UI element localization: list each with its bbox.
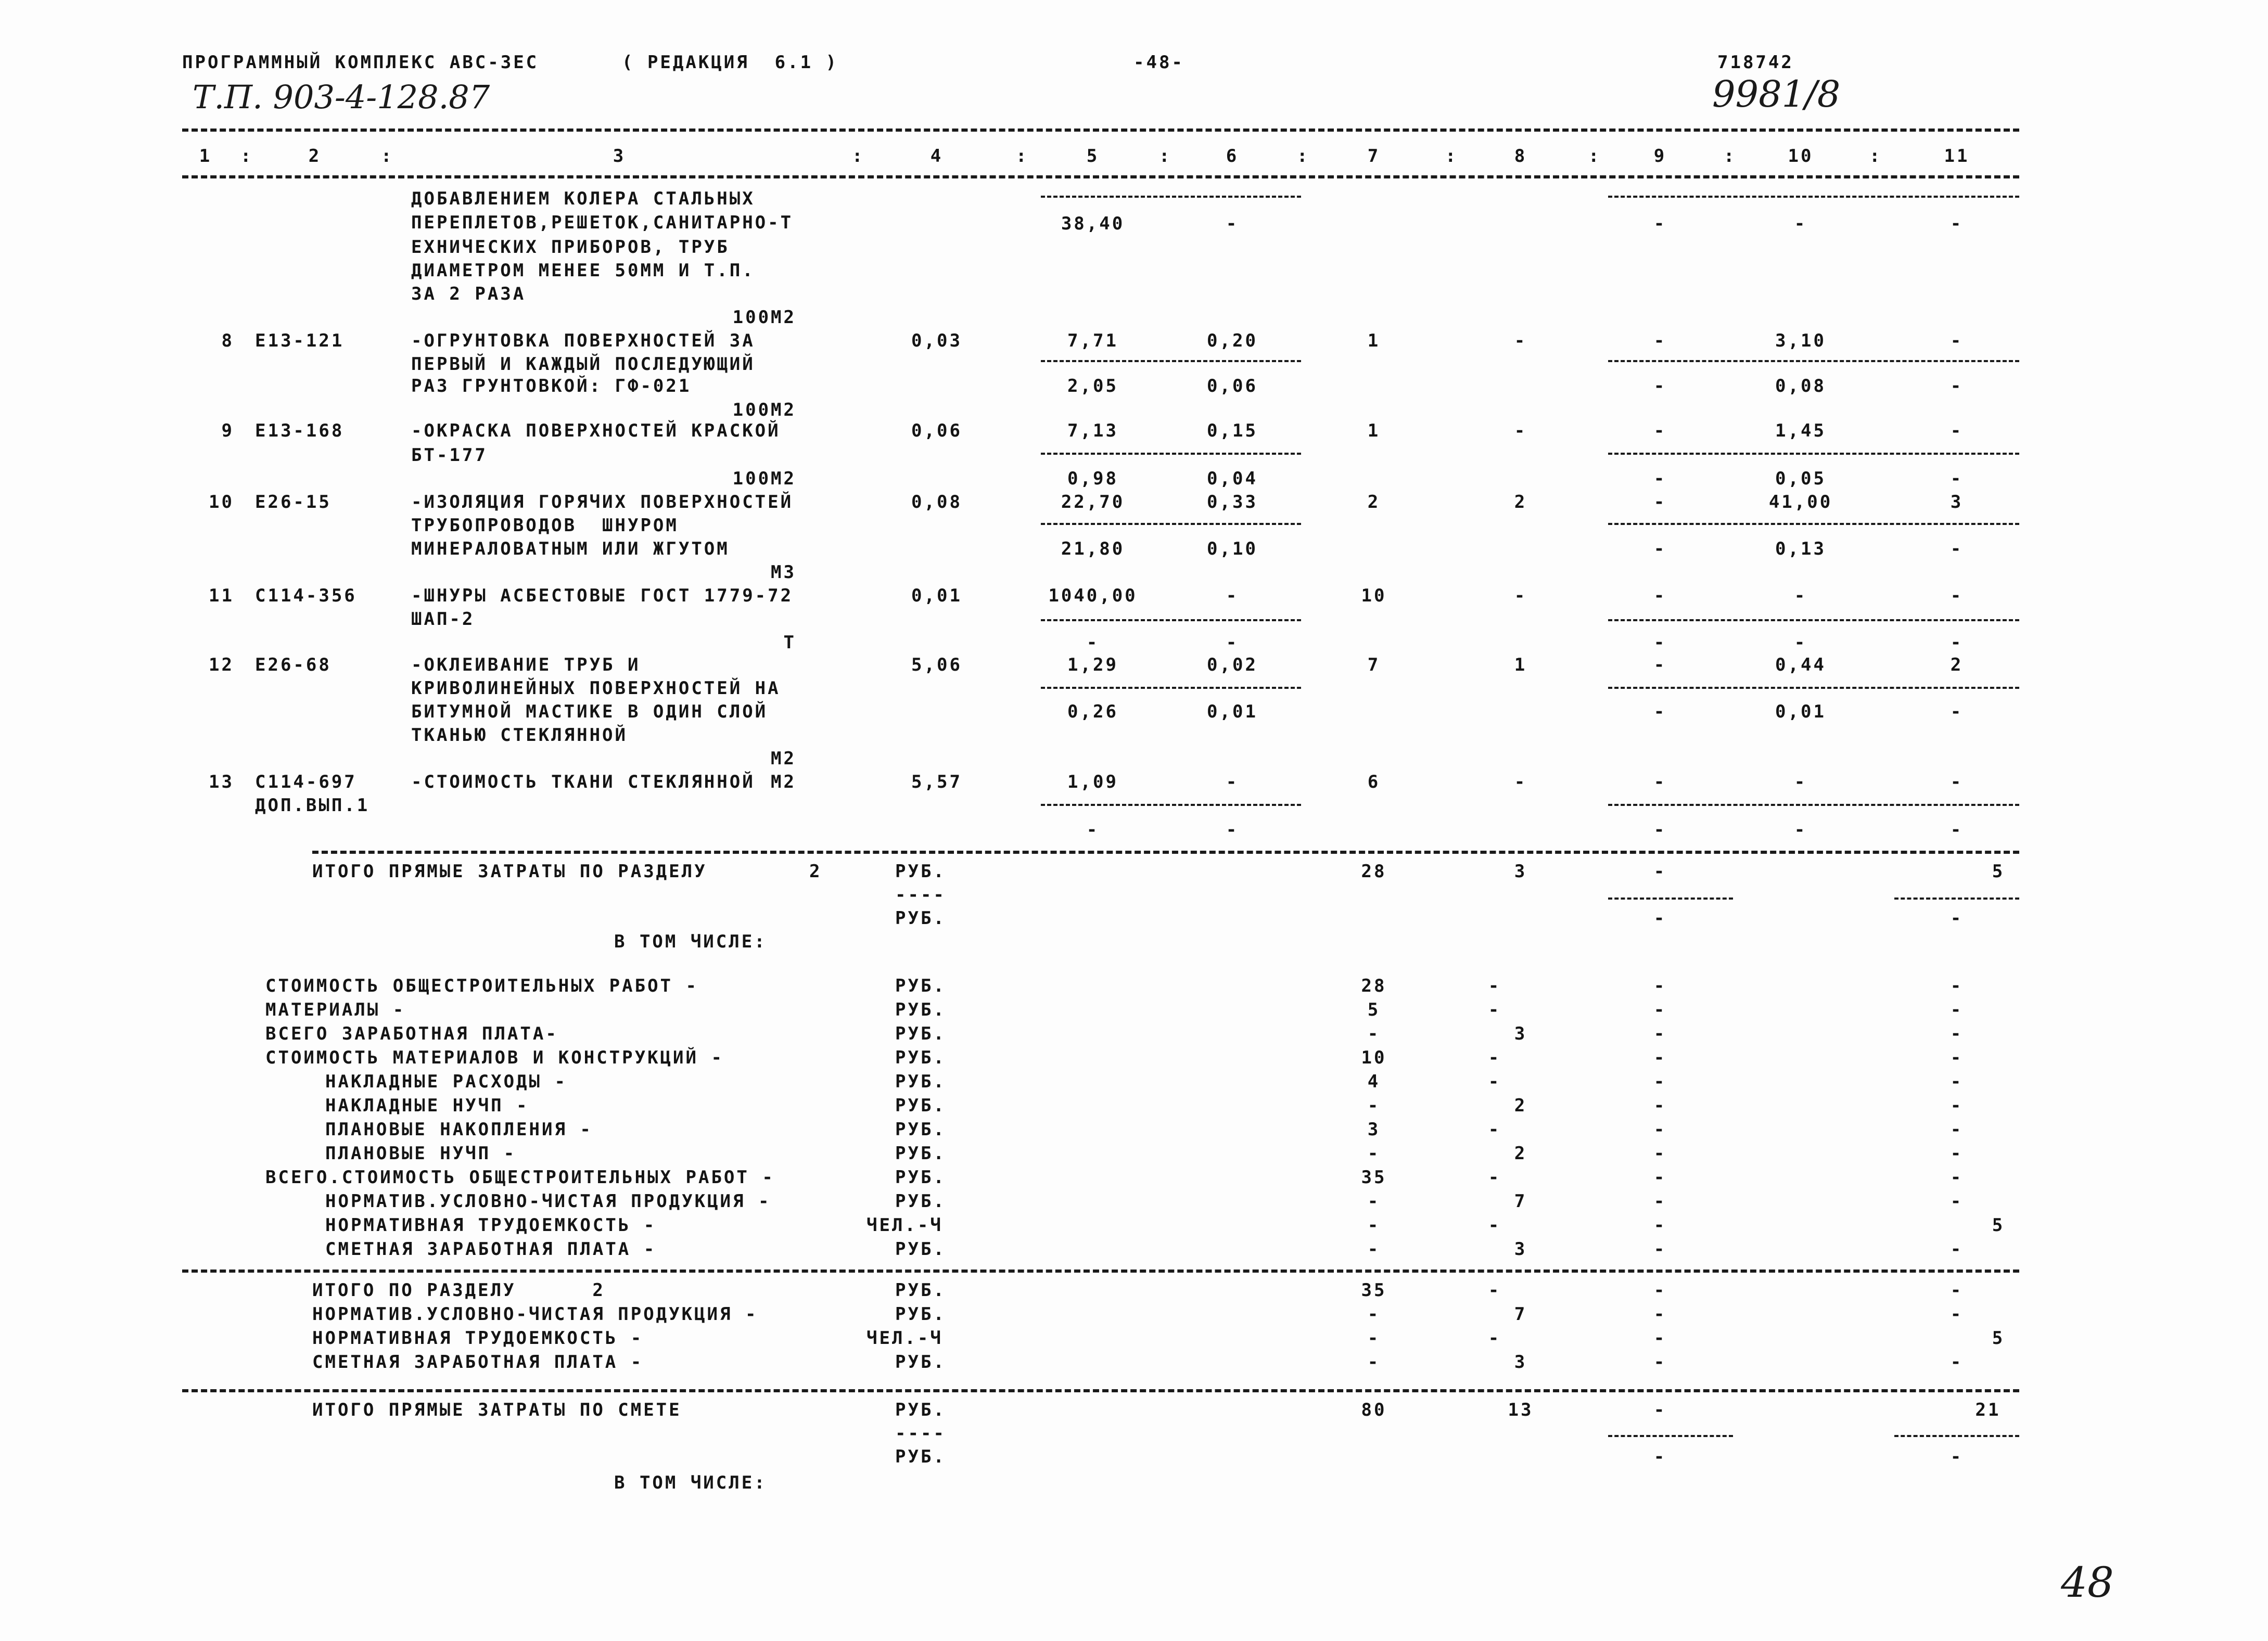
cell-col-11: - xyxy=(1950,976,1964,996)
column-header-6: 6 xyxy=(1226,146,1239,166)
cell-col-10: 0,44 xyxy=(1775,655,1826,675)
section-total-label: ИТОГО ПРЯМЫЕ ЗАТРАТЫ ПО РАЗДЕЛУ xyxy=(312,861,707,882)
work-description: БТ-177 xyxy=(411,445,488,466)
cell-col-9: - xyxy=(1653,976,1667,996)
cell-col-10: - xyxy=(1794,772,1807,792)
cell-col-7: 1 xyxy=(1367,420,1381,441)
unit-label: РУБ. xyxy=(895,1352,946,1373)
work-description: -ОКЛЕИВАНИЕ ТРУБ И xyxy=(411,655,641,675)
work-description: ДИАМЕТРОМ МЕНЕЕ 50ММ И Т.П. xyxy=(411,260,755,281)
cost-item-label: НОРМАТИВ.УСЛОВНО-ЧИСТАЯ ПРОДУКЦИЯ - xyxy=(325,1191,771,1212)
cell-col-9-wages: - xyxy=(1653,701,1667,722)
cell-col-4: 0,03 xyxy=(911,330,962,351)
norm-code: Е26-15 xyxy=(255,492,332,512)
unit-label: РУБ. xyxy=(895,1143,946,1164)
cell-col-7: 5 xyxy=(1367,999,1381,1020)
unit-label: ЧЕЛ.-Ч xyxy=(867,1328,943,1349)
cell-col-9: - xyxy=(1653,999,1667,1020)
cell-col-11: - xyxy=(1950,585,1964,606)
cell-col-5-wages: - xyxy=(1086,819,1100,840)
cell-col-7: 7 xyxy=(1367,655,1381,675)
cell-col-8: 7 xyxy=(1514,1191,1527,1212)
cell-col-7: - xyxy=(1367,1352,1381,1373)
dashed-rule xyxy=(1608,453,2019,455)
cell-col-5: 7,13 xyxy=(1067,420,1118,441)
dashed-rule xyxy=(1608,1435,1733,1437)
norm-code: Е13-121 xyxy=(255,330,345,351)
dashed-rule xyxy=(1608,619,2019,621)
cell-col-9-wages: - xyxy=(1653,819,1667,840)
row-number: 10 xyxy=(209,492,234,512)
section-summary-label: СМЕТНАЯ ЗАРАБОТНАЯ ПЛАТА - xyxy=(312,1352,644,1373)
cell-col-6: 0,02 xyxy=(1207,655,1258,675)
section-summary-label: ИТОГО ПО РАЗДЕЛУ 2 xyxy=(312,1280,605,1301)
cell-col-8: - xyxy=(1514,420,1527,441)
cell-col-11: - xyxy=(1950,420,1964,441)
dashed-rule xyxy=(182,1270,2019,1273)
work-description: ПЕРВЫЙ И КАЖДЫЙ ПОСЛЕДУЮЩИЙ xyxy=(411,354,755,375)
cell-col-4: 0,01 xyxy=(911,585,962,606)
work-description: -ОКРАСКА ПОВЕРХНОСТЕЙ КРАСКОЙ xyxy=(411,420,781,441)
cell-col-11: 3 xyxy=(1950,492,1964,512)
dashed-rule xyxy=(1608,898,1733,900)
cell-col-7: - xyxy=(1367,1023,1381,1044)
work-description: ТРУБОПРОВОДОВ ШНУРОМ xyxy=(411,515,679,536)
unit-label: РУБ. xyxy=(895,976,946,996)
cell-col-11: 21 xyxy=(1975,1400,2001,1420)
column-header-3: 3 xyxy=(613,146,626,166)
cell-col-6: - xyxy=(1226,585,1239,606)
cell-col-6: 0,15 xyxy=(1207,420,1258,441)
cost-item-label: ВСЕГО ЗАРАБОТНАЯ ПЛАТА- xyxy=(265,1023,558,1044)
cell-col-11: - xyxy=(1950,1023,1964,1044)
unit-label: РУБ. xyxy=(895,999,946,1020)
cell-col-9: - xyxy=(1653,655,1667,675)
cell-col-9: - xyxy=(1653,1143,1667,1164)
cell-col-7: 4 xyxy=(1367,1071,1381,1092)
dashed-rule xyxy=(1608,360,2019,362)
cell-col-7: - xyxy=(1367,1328,1381,1349)
cell-col-7: 10 xyxy=(1361,1047,1387,1068)
cell-col-11-wages: - xyxy=(1950,908,1964,929)
cell-col-8: - xyxy=(1488,1280,1501,1301)
cost-item-label: НАКЛАДНЫЕ РАСХОДЫ - xyxy=(325,1071,567,1092)
dashed-rule xyxy=(182,1389,2019,1392)
unit-of-measure: М2 xyxy=(771,748,796,769)
unit-of-measure: 100М2 xyxy=(732,400,796,420)
cell-col-5-wages: 0,98 xyxy=(1067,468,1118,489)
cell-col-11-wages: - xyxy=(1950,468,1964,489)
cell-col-6-wages: - xyxy=(1226,632,1239,653)
work-description: КРИВОЛИНЕЙНЫХ ПОВЕРХНОСТЕЙ НА xyxy=(411,678,781,699)
cost-item-label: СТОИМОСТЬ МАТЕРИАЛОВ И КОНСТРУКЦИЙ - xyxy=(265,1047,724,1068)
dashed-rule xyxy=(1894,898,2019,900)
column-separator: : xyxy=(240,146,253,166)
cell-col-7: 3 xyxy=(1367,1119,1381,1140)
cell-col-9: - xyxy=(1653,1328,1667,1349)
cell-col-11: 5 xyxy=(1992,861,2005,882)
cell-col-7: - xyxy=(1367,1215,1381,1236)
section-summary-label: НОРМАТИВНАЯ ТРУДОЕМКОСТЬ - xyxy=(312,1328,644,1349)
dashed-rule xyxy=(1041,523,1301,525)
section-number: 2 xyxy=(809,861,822,882)
sheet-reference: 9981/8 xyxy=(1712,73,1841,116)
cell-col-10: - xyxy=(1794,585,1807,606)
cell-col-9: - xyxy=(1653,1239,1667,1260)
cell-col-9: - xyxy=(1653,1095,1667,1116)
cell-col-9: - xyxy=(1653,1215,1667,1236)
cell-col-5-wages: 38,40 xyxy=(1061,213,1125,234)
cell-col-8: - xyxy=(1488,1119,1501,1140)
cell-col-6: 0,20 xyxy=(1207,330,1258,351)
cost-item-label: МАТЕРИАЛЫ - xyxy=(265,999,406,1020)
cell-col-9: - xyxy=(1653,1167,1667,1188)
work-description: -ШНУРЫ АСБЕСТОВЫЕ ГОСТ 1779-72 xyxy=(411,585,794,606)
cell-col-7: - xyxy=(1367,1304,1381,1325)
cell-col-8: - xyxy=(1514,585,1527,606)
column-header-9: 9 xyxy=(1653,146,1667,166)
dashed-rule xyxy=(1608,804,2019,806)
column-header-4: 4 xyxy=(930,146,944,166)
cell-col-9-wages: - xyxy=(1653,632,1667,653)
unit-label: РУБ. xyxy=(895,1280,946,1301)
work-description: -СТОИМОСТЬ ТКАНИ СТЕКЛЯННОЙ xyxy=(411,772,755,792)
unit-separator: ---- xyxy=(895,1423,946,1444)
column-header-10: 10 xyxy=(1788,146,1814,166)
cell-col-11-wages: - xyxy=(1950,701,1964,722)
cell-col-8: 3 xyxy=(1514,861,1527,882)
cell-col-7: - xyxy=(1367,1143,1381,1164)
cost-item-label: НОРМАТИВНАЯ ТРУДОЕМКОСТЬ - xyxy=(325,1215,657,1236)
cell-col-9: - xyxy=(1653,1304,1667,1325)
cell-col-7: 35 xyxy=(1361,1167,1387,1188)
cell-col-11: 5 xyxy=(1992,1215,2005,1236)
unit-label: РУБ. xyxy=(895,1071,946,1092)
unit-of-measure: 100М2 xyxy=(732,468,796,489)
column-header-7: 7 xyxy=(1367,146,1381,166)
cell-col-11: - xyxy=(1950,1304,1964,1325)
row-number: 13 xyxy=(209,772,234,792)
cell-col-7: 80 xyxy=(1361,1400,1387,1420)
cell-col-6-wages: 0,10 xyxy=(1207,539,1258,559)
cell-col-8: - xyxy=(1488,1047,1501,1068)
unit-label: РУБ. xyxy=(895,1191,946,1212)
document-code: 718742 xyxy=(1717,52,1794,73)
norm-code: С114-356 xyxy=(255,585,357,606)
cell-col-9: - xyxy=(1653,492,1667,512)
cell-col-8: 2 xyxy=(1514,1095,1527,1116)
cell-col-8: 1 xyxy=(1514,655,1527,675)
cell-col-4: 0,06 xyxy=(911,420,962,441)
project-reference: Т.П. 903-4-128.87 xyxy=(193,78,490,116)
cell-col-10-wages: - xyxy=(1794,632,1807,653)
work-description: ШАП-2 xyxy=(411,609,475,630)
cell-col-10-wages: 0,01 xyxy=(1775,701,1826,722)
cell-col-10-wages: 0,08 xyxy=(1775,376,1826,396)
cell-col-9: - xyxy=(1653,1119,1667,1140)
dashed-rule xyxy=(1041,360,1301,362)
cell-col-8: - xyxy=(1488,1167,1501,1188)
dashed-rule xyxy=(1041,804,1301,806)
cell-col-11: - xyxy=(1950,1143,1964,1164)
cell-col-9: - xyxy=(1653,1071,1667,1092)
row-number: 11 xyxy=(209,585,234,606)
cell-col-11-wages: - xyxy=(1950,819,1964,840)
cell-col-7: - xyxy=(1367,1095,1381,1116)
cell-col-5-wages: 0,26 xyxy=(1067,701,1118,722)
cell-col-10-wages: - xyxy=(1794,819,1807,840)
dashed-rule xyxy=(312,851,2019,854)
cell-col-5-wages: 2,05 xyxy=(1067,376,1118,396)
cell-col-6-wages: - xyxy=(1226,213,1239,234)
cell-col-7: 6 xyxy=(1367,772,1381,792)
cell-col-11-wages: - xyxy=(1950,1446,1964,1467)
cell-col-9: - xyxy=(1653,1023,1667,1044)
cell-col-11: - xyxy=(1950,1167,1964,1188)
cell-col-5: 1,09 xyxy=(1067,772,1118,792)
cell-col-8: - xyxy=(1514,330,1527,351)
norm-code: Е13-168 xyxy=(255,420,345,441)
cost-item-label: ВСЕГО.СТОИМОСТЬ ОБЩЕСТРОИТЕЛЬНЫХ РАБОТ - xyxy=(265,1167,775,1188)
work-description: ЗА 2 РАЗА xyxy=(411,284,526,304)
cell-col-10: 1,45 xyxy=(1775,420,1826,441)
dashed-rule xyxy=(1608,523,2019,525)
cell-col-6: 0,33 xyxy=(1207,492,1258,512)
cell-col-5: 7,71 xyxy=(1067,330,1118,351)
cell-col-8: 3 xyxy=(1514,1352,1527,1373)
dashed-rule xyxy=(1894,1435,2019,1437)
cell-col-8: 7 xyxy=(1514,1304,1527,1325)
cell-col-8: 2 xyxy=(1514,1143,1527,1164)
cost-item-label: СМЕТНАЯ ЗАРАБОТНАЯ ПЛАТА - xyxy=(325,1239,657,1260)
unit-label: РУБ. xyxy=(895,908,946,929)
unit-of-measure: М3 xyxy=(771,562,796,583)
page-marker: -48- xyxy=(1133,52,1184,73)
cell-col-9: - xyxy=(1653,420,1667,441)
row-number: 12 xyxy=(209,655,234,675)
column-header-11: 11 xyxy=(1944,146,1970,166)
cell-col-4: 5,06 xyxy=(911,655,962,675)
cell-col-9: - xyxy=(1653,585,1667,606)
norm-code: С114-697 xyxy=(255,772,357,792)
cell-col-9: - xyxy=(1653,1047,1667,1068)
column-separator: : xyxy=(1297,146,1310,166)
dashed-rule xyxy=(182,175,2019,178)
estimate-total-label: ИТОГО ПРЯМЫЕ ЗАТРАТЫ ПО СМЕТЕ xyxy=(312,1400,682,1420)
unit-of-measure: М2 xyxy=(771,772,796,792)
unit-of-measure: Т xyxy=(783,632,796,653)
cell-col-9: - xyxy=(1653,1191,1667,1212)
cell-col-11-wages: - xyxy=(1950,213,1964,234)
cell-col-11: - xyxy=(1950,330,1964,351)
cell-col-7: - xyxy=(1367,1191,1381,1212)
column-separator: : xyxy=(1445,146,1458,166)
cell-col-10: 3,10 xyxy=(1775,330,1826,351)
program-name: ПРОГРАММНЫЙ КОМПЛЕКС АВС-3ЕС xyxy=(182,52,539,73)
cell-col-10-wages: 0,05 xyxy=(1775,468,1826,489)
column-separator: : xyxy=(1869,146,1882,166)
work-description: ПЕРЕПЛЕТОВ,РЕШЕТОК,САНИТАРНО-Т xyxy=(411,212,794,233)
cell-col-5-wages: - xyxy=(1086,632,1100,653)
cell-col-7: 10 xyxy=(1361,585,1387,606)
section-summary-label: НОРМАТИВ.УСЛОВНО-ЧИСТАЯ ПРОДУКЦИЯ - xyxy=(312,1304,758,1325)
work-description: -ИЗОЛЯЦИЯ ГОРЯЧИХ ПОВЕРХНОСТЕЙ xyxy=(411,492,794,512)
cell-col-8: - xyxy=(1488,999,1501,1020)
cell-col-4: 5,57 xyxy=(911,772,962,792)
cell-col-5: 1040,00 xyxy=(1048,585,1138,606)
dashed-rule xyxy=(182,129,2019,132)
cell-col-9-wages: - xyxy=(1653,376,1667,396)
cell-col-5: 1,29 xyxy=(1067,655,1118,675)
cell-col-11-wages: - xyxy=(1950,632,1964,653)
cell-col-9: - xyxy=(1653,772,1667,792)
work-description: МИНЕРАЛОВАТНЫМ ИЛИ ЖГУТОМ xyxy=(411,539,730,559)
norm-code-suffix: ДОП.ВЫП.1 xyxy=(255,795,370,816)
cell-col-6-wages: - xyxy=(1226,819,1239,840)
cell-col-11: - xyxy=(1950,1095,1964,1116)
column-separator: : xyxy=(1016,146,1029,166)
cell-col-4: 0,08 xyxy=(911,492,962,512)
cell-col-6-wages: 0,01 xyxy=(1207,701,1258,722)
cell-col-9-wages: - xyxy=(1653,539,1667,559)
cell-col-11: - xyxy=(1950,1352,1964,1373)
cost-item-label: НАКЛАДНЫЕ НУЧП - xyxy=(325,1095,529,1116)
unit-label: РУБ. xyxy=(895,1446,946,1467)
unit-label: РУБ. xyxy=(895,861,946,882)
cell-col-7: 28 xyxy=(1361,861,1387,882)
cell-col-7: 28 xyxy=(1361,976,1387,996)
dashed-rule xyxy=(1041,619,1301,621)
cell-col-5-wages: 21,80 xyxy=(1061,539,1125,559)
cell-col-8: - xyxy=(1488,1215,1501,1236)
cell-col-10: 41,00 xyxy=(1768,492,1833,512)
unit-label: РУБ. xyxy=(895,1304,946,1325)
cell-col-6-wages: 0,06 xyxy=(1207,376,1258,396)
cell-col-11: - xyxy=(1950,1119,1964,1140)
cell-col-10-wages: - xyxy=(1794,213,1807,234)
cell-col-9: - xyxy=(1653,330,1667,351)
row-number: 8 xyxy=(221,330,234,351)
cell-col-7: - xyxy=(1367,1239,1381,1260)
column-separator: : xyxy=(852,146,865,166)
column-header-5: 5 xyxy=(1086,146,1100,166)
cost-item-label: ПЛАНОВЫЕ НАКОПЛЕНИЯ - xyxy=(325,1119,593,1140)
dashed-rule xyxy=(1041,196,1301,198)
unit-label: РУБ. xyxy=(895,1239,946,1260)
unit-label: РУБ. xyxy=(895,1167,946,1188)
including-heading: В ТОМ ЧИСЛЕ: xyxy=(614,1472,767,1493)
unit-label: РУБ. xyxy=(895,1400,946,1420)
cell-col-9: - xyxy=(1653,861,1667,882)
cell-col-9: - xyxy=(1653,1352,1667,1373)
unit-label: РУБ. xyxy=(895,1119,946,1140)
cell-col-6-wages: 0,04 xyxy=(1207,468,1258,489)
column-separator: : xyxy=(1588,146,1601,166)
dashed-rule xyxy=(1608,687,2019,689)
cell-col-9: - xyxy=(1653,1280,1667,1301)
row-number: 9 xyxy=(221,420,234,441)
cell-col-11: 5 xyxy=(1992,1328,2005,1349)
cell-col-11: - xyxy=(1950,1239,1964,1260)
cell-col-9: - xyxy=(1653,1400,1667,1420)
cell-col-8: 2 xyxy=(1514,492,1527,512)
cell-col-5: 22,70 xyxy=(1061,492,1125,512)
cell-col-8: 3 xyxy=(1514,1239,1527,1260)
cell-col-11: - xyxy=(1950,1047,1964,1068)
column-separator: : xyxy=(1724,146,1737,166)
work-description: ТКАНЬЮ СТЕКЛЯННОЙ xyxy=(411,725,628,746)
work-description: РАЗ ГРУНТОВКОЙ: ГФ-021 xyxy=(411,376,692,396)
unit-label: РУБ. xyxy=(895,1047,946,1068)
dashed-rule xyxy=(1041,687,1301,689)
work-description: ЕХНИЧЕСКИХ ПРИБОРОВ, ТРУБ xyxy=(411,237,730,258)
cell-col-11: - xyxy=(1950,999,1964,1020)
work-description: -ОГРУНТОВКА ПОВЕРХНОСТЕЙ ЗА xyxy=(411,330,755,351)
dashed-rule xyxy=(1608,196,2019,198)
cell-col-6: - xyxy=(1226,772,1239,792)
unit-label: ЧЕЛ.-Ч xyxy=(867,1215,943,1236)
cell-col-11: - xyxy=(1950,772,1964,792)
cell-col-9-wages: - xyxy=(1653,908,1667,929)
unit-label: РУБ. xyxy=(895,1023,946,1044)
column-header-1: 1 xyxy=(199,146,212,166)
cell-col-8: - xyxy=(1488,1328,1501,1349)
cell-col-8: - xyxy=(1514,772,1527,792)
unit-of-measure: 100М2 xyxy=(732,307,796,328)
norm-code: Е26-68 xyxy=(255,655,332,675)
cell-col-8: - xyxy=(1488,1071,1501,1092)
cell-col-11: - xyxy=(1950,1191,1964,1212)
page-number: 48 xyxy=(2061,1558,2114,1607)
column-separator: : xyxy=(381,146,394,166)
cell-col-7: 2 xyxy=(1367,492,1381,512)
cell-col-7: 1 xyxy=(1367,330,1381,351)
cell-col-8: - xyxy=(1488,976,1501,996)
column-header-8: 8 xyxy=(1514,146,1527,166)
dashed-rule xyxy=(1041,453,1301,455)
work-description: ДОБАВЛЕНИЕМ КОЛЕРА СТАЛЬНЫХ xyxy=(411,188,755,209)
unit-separator: ---- xyxy=(895,884,946,905)
cell-col-11: - xyxy=(1950,1280,1964,1301)
column-header-2: 2 xyxy=(308,146,322,166)
cell-col-7: 35 xyxy=(1361,1280,1387,1301)
cell-col-11: - xyxy=(1950,1071,1964,1092)
cell-col-8: 3 xyxy=(1514,1023,1527,1044)
cell-col-10-wages: 0,13 xyxy=(1775,539,1826,559)
including-heading: В ТОМ ЧИСЛЕ: xyxy=(614,931,767,952)
cell-col-11-wages: - xyxy=(1950,376,1964,396)
cell-col-8: 13 xyxy=(1508,1400,1534,1420)
work-description: БИТУМНОЙ МАСТИКЕ В ОДИН СЛОЙ xyxy=(411,701,768,722)
edition-label: ( РЕДАКЦИЯ 6.1 ) xyxy=(622,52,838,73)
cell-col-9-wages: - xyxy=(1653,468,1667,489)
cell-col-9-wages: - xyxy=(1653,1446,1667,1467)
cost-item-label: СТОИМОСТЬ ОБЩЕСТРОИТЕЛЬНЫХ РАБОТ - xyxy=(265,976,698,996)
unit-label: РУБ. xyxy=(895,1095,946,1116)
cell-col-11-wages: - xyxy=(1950,539,1964,559)
cost-item-label: ПЛАНОВЫЕ НУЧП - xyxy=(325,1143,517,1164)
column-separator: : xyxy=(1159,146,1172,166)
cell-col-9-wages: - xyxy=(1653,213,1667,234)
cell-col-11: 2 xyxy=(1950,655,1964,675)
